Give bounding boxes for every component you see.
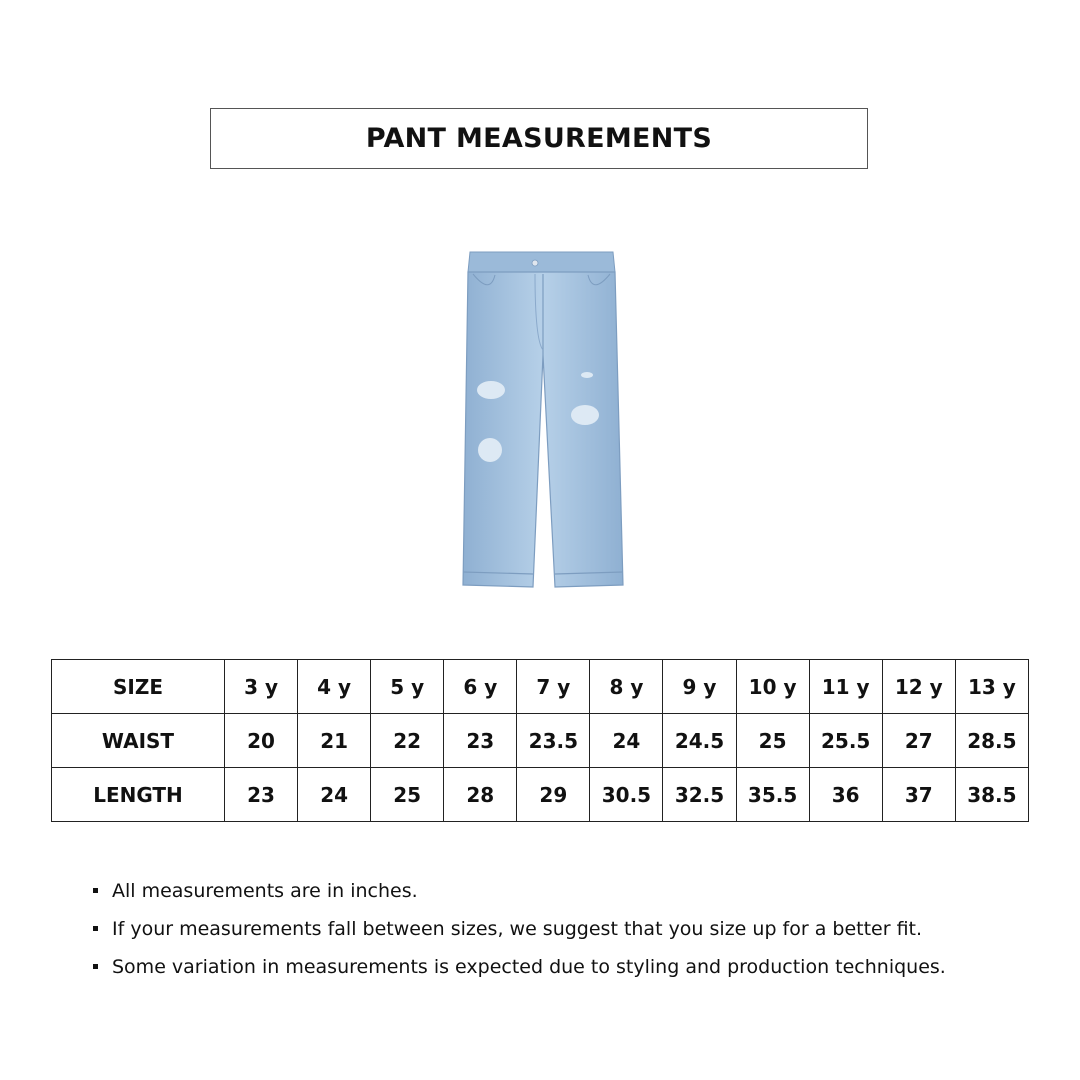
note-item: Some variation in measurements is expected due to styling and production techniques. xyxy=(93,948,946,986)
table-cell: 22 xyxy=(371,714,444,768)
table-cell: 13 y xyxy=(955,660,1028,714)
table-cell: 11 y xyxy=(809,660,882,714)
table-cell: 9 y xyxy=(663,660,736,714)
table-cell: 27 xyxy=(882,714,955,768)
table-cell: 32.5 xyxy=(663,768,736,822)
table-cell: 7 y xyxy=(517,660,590,714)
table-cell: 10 y xyxy=(736,660,809,714)
table-cell: 25.5 xyxy=(809,714,882,768)
row-header: SIZE xyxy=(52,660,225,714)
table-cell: 29 xyxy=(517,768,590,822)
table-row xyxy=(52,714,1029,768)
row-header: LENGTH xyxy=(52,768,225,822)
table-cell: 30.5 xyxy=(590,768,663,822)
bullet-icon xyxy=(93,964,98,969)
table-cell: 5 y xyxy=(371,660,444,714)
row-header: WAIST xyxy=(52,714,225,768)
note-item: All measurements are in inches. xyxy=(93,872,946,910)
bullet-icon xyxy=(93,888,98,893)
table-cell: 24 xyxy=(590,714,663,768)
table-cell: 4 y xyxy=(298,660,371,714)
table-cell: 24.5 xyxy=(663,714,736,768)
table-cell: 28.5 xyxy=(955,714,1028,768)
table-row xyxy=(52,768,1029,822)
table-cell: 37 xyxy=(882,768,955,822)
bullet-icon xyxy=(93,926,98,931)
table-cell: 23.5 xyxy=(517,714,590,768)
page-title: PANT MEASUREMENTS xyxy=(365,123,713,154)
table-cell: 35.5 xyxy=(736,768,809,822)
table-cell: 21 xyxy=(298,714,371,768)
table-cell: 25 xyxy=(371,768,444,822)
jeans-icon xyxy=(455,250,630,590)
table-cell: 12 y xyxy=(882,660,955,714)
table-cell: 6 y xyxy=(444,660,517,714)
table-cell: 8 y xyxy=(590,660,663,714)
notes-list xyxy=(93,872,946,986)
size-chart-table xyxy=(51,659,1029,822)
table-row xyxy=(52,660,1029,714)
table-cell: 25 xyxy=(736,714,809,768)
table-cell: 24 xyxy=(298,768,371,822)
table-cell: 23 xyxy=(444,714,517,768)
table-cell: 38.5 xyxy=(955,768,1028,822)
note-item: If your measurements fall between sizes, we suggest that you size up for a better fit. xyxy=(93,910,946,948)
table-cell: 23 xyxy=(225,768,298,822)
table-cell: 36 xyxy=(809,768,882,822)
title-box xyxy=(210,108,868,169)
table-cell: 3 y xyxy=(225,660,298,714)
table-cell: 20 xyxy=(225,714,298,768)
table-cell: 28 xyxy=(444,768,517,822)
